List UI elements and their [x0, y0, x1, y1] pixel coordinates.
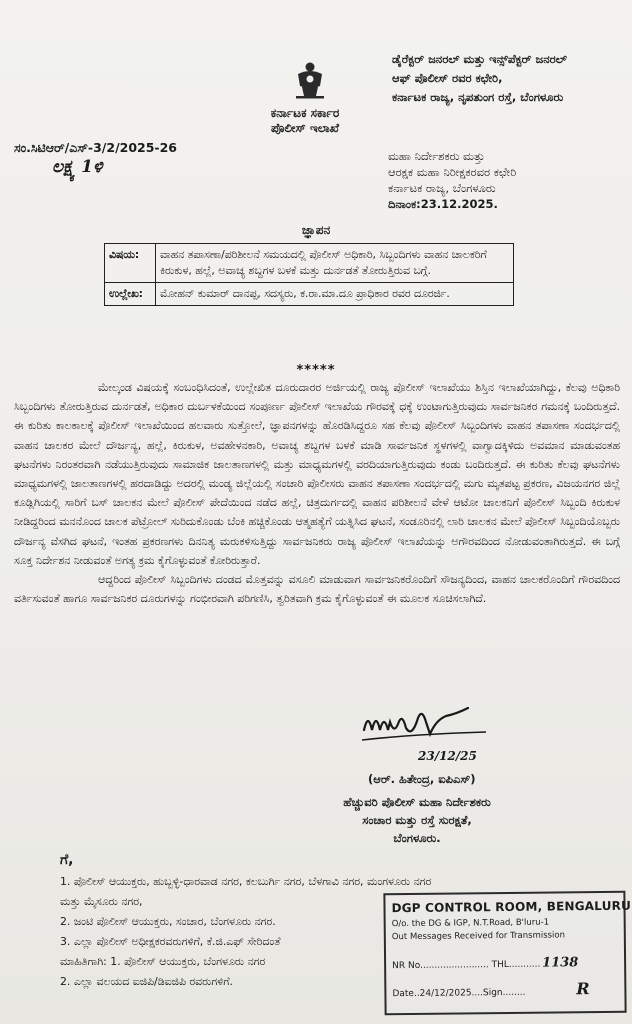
received-stamp-header: ಡೈರೆಕ್ಟರ್ ಜನರಲ್ ಮತ್ತು ಇನ್ಸ್‌ಪೆಕ್ಟರ್ ಜನರಲ್ ಆಫ್ ಪೊಲೀಸ್ ರವರ ಕಛೇರಿ, ಕರ್ನಾಟಕ ರಾಜ್ಯ, ನೃಪತುಂಗ ರಸ್ತೆ, ಬೆಂಗಳೂರು [392, 52, 567, 104]
handwritten-number: ಲಕ್ಷ್ಯ 1ಳಿ [52, 157, 103, 177]
document-date: ದಿನಾಂಕ:23.12.2025. [388, 197, 498, 211]
signatory-designation: ಹೆಚ್ಚುವರಿ ಪೊಲೀಸ್ ಮಹಾ ನಿರ್ದೇಶಕರು ಸಂಚಾರ ಮತ್ತು ರಸ್ತೆ ಸುರಕ್ಷತೆ, ಬೆಂಗಳೂರು. [343, 795, 491, 845]
memo-body [14, 378, 620, 608]
subject-table [104, 243, 514, 306]
subject-label: ವಿಷಯ: [105, 244, 156, 283]
document-title: ಜ್ಞಾಪನ [301, 223, 331, 237]
subject-row [105, 244, 514, 283]
recipients-label: ಗೆ, [60, 852, 74, 868]
reference-number: ಸಂ.ಸಿಟಿಆರ್/ಎಸ್-3/2/2025-26 [14, 140, 178, 155]
state-emblem-icon [290, 60, 330, 100]
signatory-name: (ಆರ್. ಹಿತೇಂದ್ರ, ಐಪಿಎಸ್) [368, 772, 476, 786]
office-address: ಮಹಾ ನಿರ್ದೇಶಕರು ಮತ್ತು ಆರಕ್ಷಕ ಮಹಾ ನಿರೀಕ್ಷಕರವರ ಕಛೇರಿ ಕರ್ನಾಟಕ ರಾಜ್ಯ, ಬೆಂಗಳೂರು ದಿನಾಂಕ:23.12.2025. [388, 148, 628, 212]
recipient-line: ಮಾಹಿತಿಗಾಗಿ: 1. ಪೊಲೀಸ್ ಆಯುಕ್ತರು, ಬೆಂಗಳೂರು ನಗರ [60, 955, 266, 968]
signature [356, 700, 496, 772]
separator: ***** [296, 363, 336, 378]
recipient-line: ಮತ್ತು ಮೈಸೂರು ನಗರ, [60, 895, 143, 908]
subject-text: ವಾಹನ ತಪಾಸಣಾ/ಪರಿಶೀಲನೆ ಸಮಯದಲ್ಲಿ ಪೊಲೀಸ್ ಅಧಿಕಾರಿ, ಸಿಬ್ಬಂದಿಗಳು ವಾಹನ ಚಾಲಕರಿಗೆ ಕಿರುಕುಳ, ಹಲ್ಲೆ, ಅವಾಚ್ಯ ಶಬ್ದಗಳ ಬಳಕೆ ಮತ್ತು ದುರ್ನಡತೆ ತೋರುತ್ತಿರುವ ಬಗ್ಗೆ. [156, 244, 514, 283]
government-name: ಕರ್ನಾಟಕ ಸರ್ಕಾರ ಪೊಲೀಸ್ ಇಲಾಖೆ [270, 106, 340, 135]
recipient-line: 3. ಎಲ್ಲಾ ಪೊಲೀಸ್ ಅಧೀಕ್ಷಕರವರುಗಳಿಗೆ, ಕೆ.ಜಿ.ಎಫ್ ಸೇರಿದಂತೆ [60, 935, 281, 948]
control-room-stamp: DGP CONTROL ROOM, BENGALURU O/o. the DG & IGP, N.T.Road, B'luru-1 Out Messages Received for Transmission NR No........................ THL........... 1138 Date..24/12/2025....Sign........ R [383, 891, 626, 1016]
svg-text:23/12/25: 23/12/25 [418, 749, 477, 763]
body-paragraph-2: ಆದ್ದರಿಂದ ಪೊಲೀಸ್ ಸಿಬ್ಬಂದಿಗಳು ದಂಡದ ಮೊತ್ತವನ್ನು ವಸೂಲಿ ಮಾಡುವಾಗ ಸಾರ್ವಜನಿಕರೊಂದಿಗೆ ಸೌಜನ್ಯದಿಂದ, ವಾಹನ ಚಾಲಕರೊಂದಿಗೆ ಗೌರವದಿಂದ ವರ್ತಿಸುವಂತೆ ಹಾಗೂ ಸಾರ್ವಜನಿಕರ ದೂರುಗಳನ್ನು ಗಂಭೀರವಾಗಿ ಪರಿಗಣಿಸಿ, ತ್ವರಿತವಾಗಿ ಕ್ರಮ ಕೈಗೊಳ್ಳುವಂತೆ ಈ ಮೂಲಕ ಸೂಚಿಸಲಾಗಿದೆ. [14, 573, 620, 606]
reference-text: ಮೋಹನ್ ಕುಮಾರ್ ದಾನಪ್ಪ, ಸದಸ್ಯರು, ಕ.ರಾ.ಮಾ.ದೂ ಪ್ರಾಧಿಕಾರ ರವರ ದೂರರ್ಜಿ. [156, 283, 514, 306]
reference-label: ಉಲ್ಲೇಖ: [105, 283, 156, 306]
recipient-line: 2. ಎಲ್ಲಾ ವಲಯದ ಐಜಿಪಿ/ಡಿಐಜಿಪಿ ರವರುಗಳಿಗೆ. [60, 975, 233, 988]
recipient-line: 2. ಜಂಟಿ ಪೊಲೀಸ್ ಆಯುಕ್ತರು, ಸಂಚಾರ, ಬೆಂಗಳೂರು ನಗರ. [60, 915, 276, 928]
reference-row [105, 283, 514, 306]
body-paragraph-1: ಮೇಲ್ಕಂಡ ವಿಷಯಕ್ಕೆ ಸಂಬಂಧಿಸಿದಂತೆ, ಉಲ್ಲೇಖಿತ ದೂರುದಾರರ ಅರ್ಜಿಯಲ್ಲಿ ರಾಜ್ಯ ಪೊಲೀಸ್ ಇಲಾಖೆಯು ಶಿಸ್ತಿನ ಇಲಾಖೆಯಾಗಿದ್ದು, ಕೆಲವು ಅಧಿಕಾರಿ ಸಿಬ್ಬಂದಿಗಳು ತೋರುತ್ತಿರುವ ದುರ್ನಡತೆ, ಅಧಿಕಾರ ದುರ್ಬಳಕೆಯಿಂದ ಸಂಪೂರ್ಣ ಪೊಲೀಸ್ ಇಲಾಖೆಯ ಗೌರವಕ್ಕೆ ಧಕ್ಕೆ ಉಂಟಾಗುತ್ತಿರುವುದು ಸಾರ್ವಜನಿಕರ ಗಮನಕ್ಕೆ ಬಂದಿರುತ್ತದೆ. ಈ ಕುರಿತು ಕಾಲಕಾಲಕ್ಕೆ ಪೊಲೀಸ್ ಇಲಾಖೆಯಿಂದ ಹಲವಾರು ಸುತ್ತೋಲೆ, ಜ್ಞಾಪನಗಳನ್ನು ಹೊರಡಿಸಿದ್ದರೂ ಸಹ ಕೆಲವು ಪೊಲೀಸ್ ಸಿಬ್ಬಂದಿಗಳು ವಾಹನ ತಪಾಸಣಾ ಸಂದರ್ಭದಲ್ಲಿ ವಾಹನ ಚಾಲಕರ ಮೇಲೆ ದೌರ್ಜನ್ಯ, ಹಲ್ಲೆ, ಕಿರುಕುಳ, ಅವಹೇಳನಕಾರಿ, ಅವಾಚ್ಯ ಶಬ್ದಗಳ ಬಳಕೆ ಮಾಡಿ ಸಾರ್ವಜನಿಕ ಸ್ಥಳಗಳಲ್ಲಿ ವಾಗ್ವಾದಕ್ಕಿಳಿದು ಅವಮಾನ ಮಾಡುವಂತಹ ಘಟನೆಗಳು ನಿರಂತರವಾಗಿ ನಡೆಯುತ್ತಿರುವುದು ಸಾಮಾಜಿಕ ಜಾಲತಾಣಗಳಲ್ಲಿ ಮತ್ತು ಮಾಧ್ಯಮಗಳಲ್ಲಿ ವರದಿಯಾಗುತ್ತಿರುವುದು ಕಂಡು ಬಂದಿರುತ್ತದೆ. ಈ ಕುರಿತು ಕೆಲವು ಘಟನೆಗಳು ಮಾಧ್ಯಮಗಳಲ್ಲಿ ಜಾಲತಾಣಗಳಲ್ಲಿ ಹರದಾಡಿದ್ದು ಅದರಲ್ಲಿ ಮಂಡ್ಯ ಜಿಲ್ಲೆಯಲ್ಲಿ ಸಂಚಾರಿ ಪೊಲೀಸರು ವಾಹನ ತಪಾಸಣಾ ಸಂದರ್ಭದಲ್ಲಿ ಮಗು ಮೃತಪಟ್ಟ ಪ್ರಕರಣ, ವಿಜಯನಗರ ಜಿಲ್ಲೆ ಕೂಡ್ಲಿಗಿಯಲ್ಲಿ ಸಾರಿಗೆ ಬಸ್ ಚಾಲಕನ ಮೇಲೆ ಪೊಲೀಸ್ ಪೇದೆಯಿಂದ ನಡೆದ ಹಲ್ಲೆ, ಚಿತ್ರದುರ್ಗದಲ್ಲಿ ವಾಹನ ಪರಿಶೀಲನೆ ವೇಳೆ ಆಟೋ ಚಾಲಕನಿಗೆ ಪೊಲೀಸ್ ಸಿಬ್ಬಂದಿ ಕಿರುಕುಳ ನೀಡಿದ್ದರಿಂದ ಮನನೊಂದ ಚಾಲಕ ಪೆಟ್ರೋಲ್ ಸುರಿದುಕೊಂಡು ಬೆಂಕಿ ಹಚ್ಚಿಕೊಂಡು ಆತ್ಮಹತ್ಯೆಗೆ ಯತ್ನಿಸಿದ ಘಟನೆ, ಸಂಡೂರಿನಲ್ಲಿ ಲಾರಿ ಚಾಲಕನ ಮೇಲೆ ಪೊಲೀಸ್ ಸಿಬ್ಬಂದಿಯೊಬ್ಬರು ದೌರ್ಜನ್ಯ ವೆಸಗಿದ ಘಟನೆ, ಇಂತಹ ಪ್ರಕರಣಗಳು ದಿನನಿತ್ಯ ಮರುಕಳಿಸುತ್ತಿದ್ದು ಸಾರ್ವಜನಿಕರು ರಾಜ್ಯ ಪೊಲೀಸ್ ಇಲಾಖೆಯನ್ನು ಅಗೌರವದಿಂದ ನೋಡುವಂತಾಗಿರುತ್ತದೆ. ಈ ಬಗ್ಗೆ ಸೂಕ್ತ ನಿರ್ದೇಶನ ನೀಡುವಂತೆ ಅಗತ್ಯ ಕ್ರಮ ಕೈಗೊಳ್ಳುವಂತೆ ಕೋರಿರುತ್ತಾರೆ. [14, 381, 620, 567]
recipient-line: 1. ಪೊಲೀಸ್ ಆಯುಕ್ತರು, ಹುಬ್ಬಳ್ಳಿ-ಧಾರವಾಡ ನಗರ, ಕಲಬುರ್ಗಿ ನಗರ, ಬೆಳಗಾವಿ ನಗರ, ಮಂಗಳೂರು ನಗರ [60, 875, 432, 888]
recipients-list [60, 872, 432, 992]
